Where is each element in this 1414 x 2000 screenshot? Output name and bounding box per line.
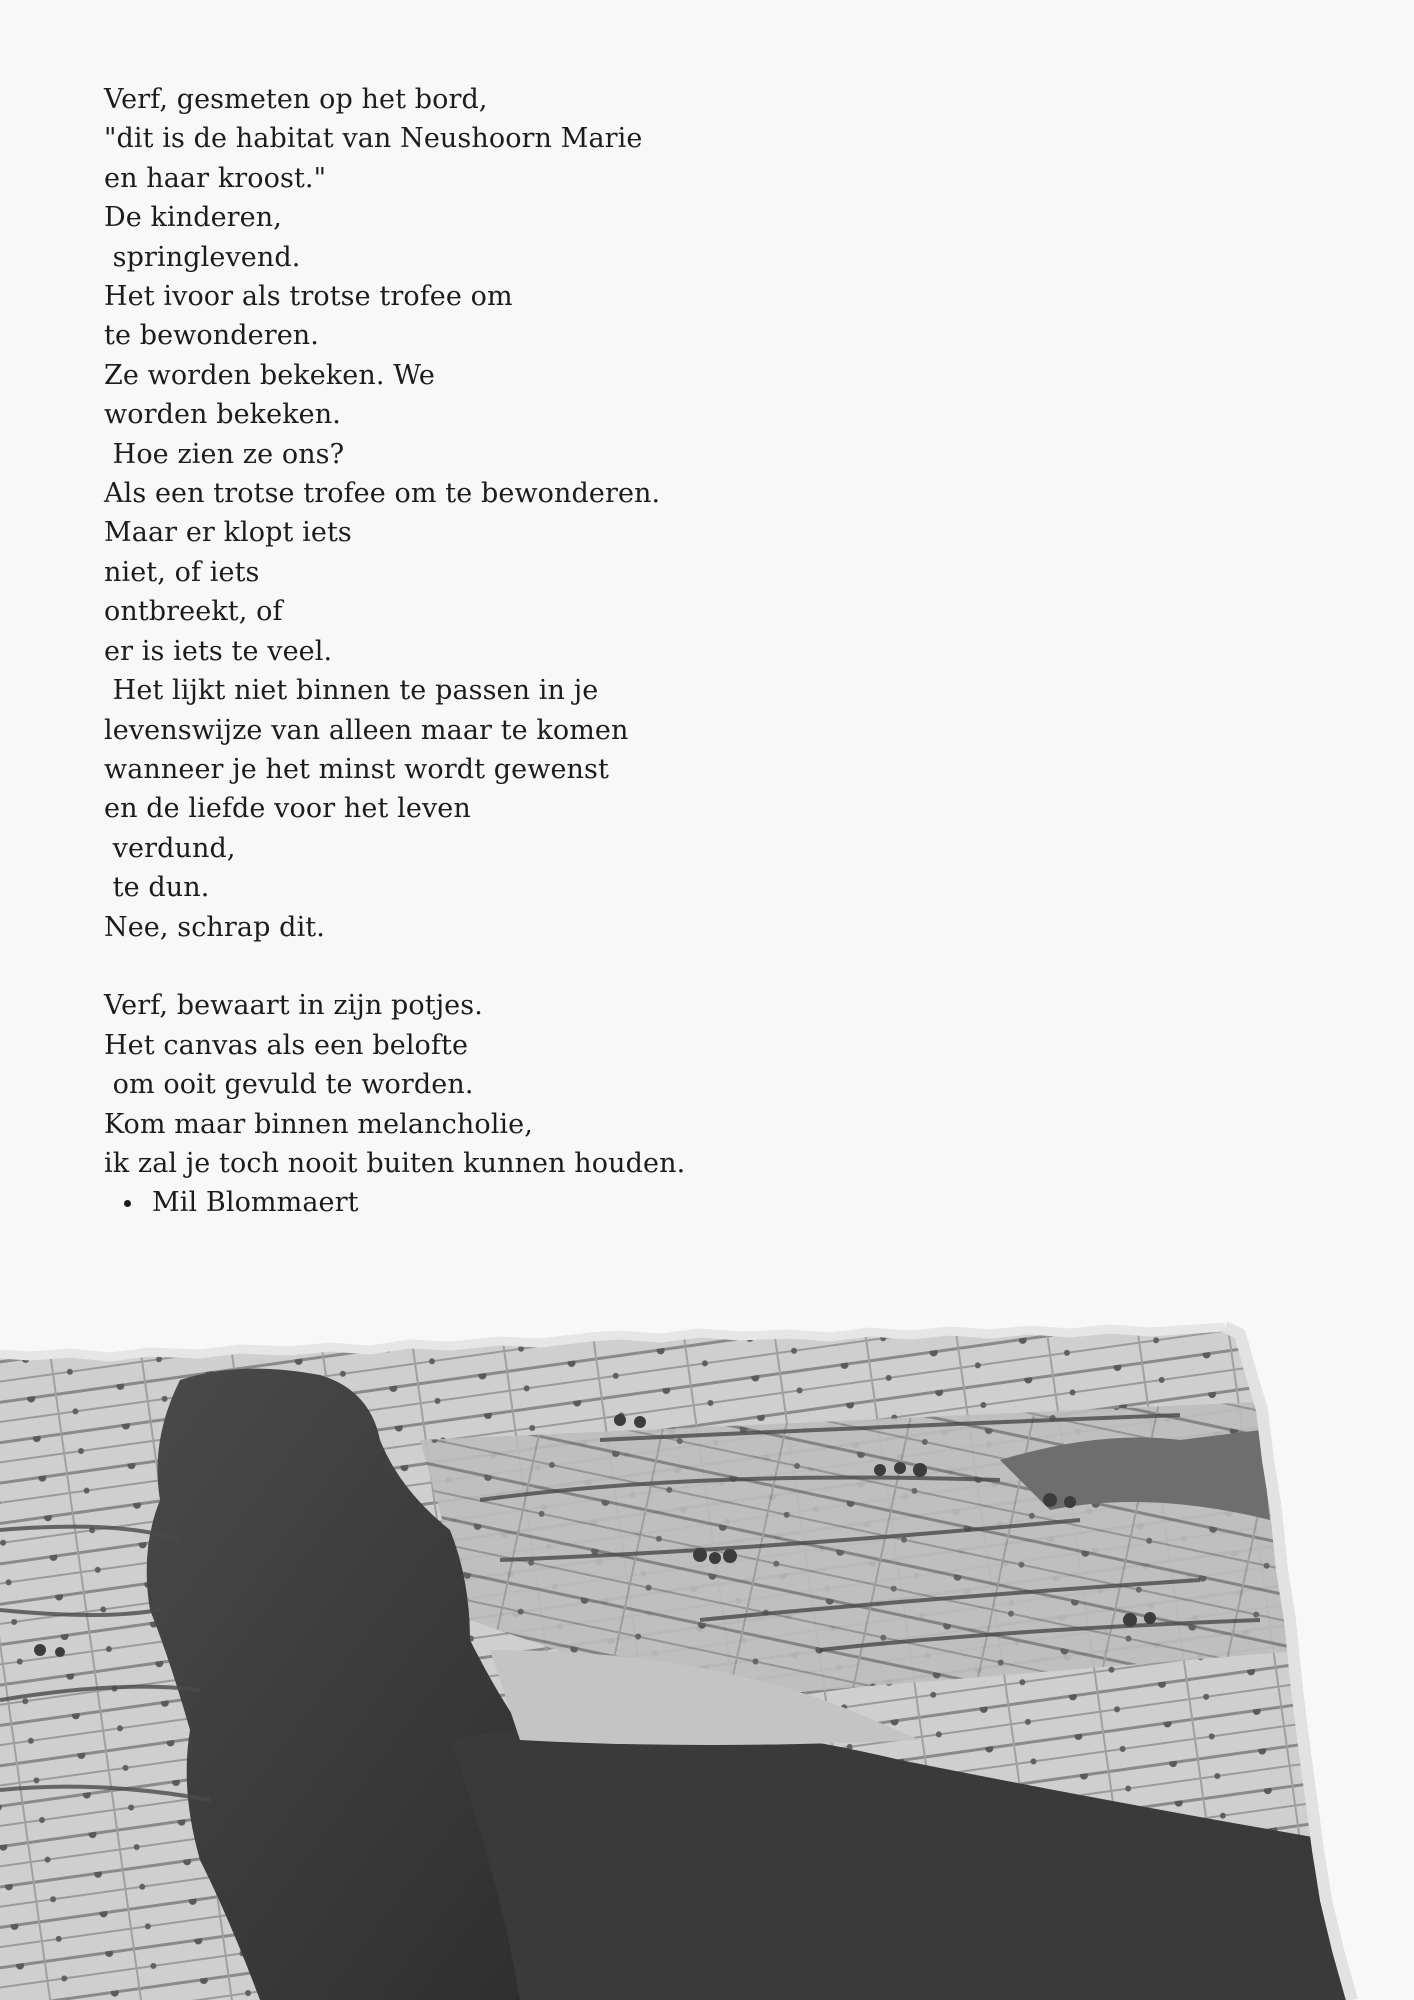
poem-line: verdund,: [104, 832, 236, 864]
poem-line: Kom maar binnen melancholie,: [104, 1108, 533, 1140]
torn-landscape-photo: [0, 1320, 1414, 2000]
poem-line: worden bekeken.: [104, 399, 341, 431]
poem-line: niet, of iets: [104, 556, 260, 588]
poem-line: Het lijkt niet binnen te passen in je: [104, 675, 599, 707]
poem-line: Verf, gesmeten op het bord,: [104, 84, 488, 115]
poem: [104, 80, 904, 1223]
poem-line: om ooit gevuld te worden.: [104, 1069, 474, 1101]
poem-line: Ze worden bekeken. We: [104, 359, 435, 391]
poem-line: Nee, schrap dit.: [104, 911, 325, 943]
poem-line: levenswijze van alleen maar te komen: [104, 714, 629, 746]
poem-line: Hoe zien ze ons?: [104, 438, 345, 470]
poem-line: en haar kroost.": [104, 162, 327, 194]
poem-author: Mil Blommaert: [104, 1183, 904, 1222]
poem-line: Als een trotse trofee om te bewonderen.: [104, 478, 661, 510]
poem-line: De kinderen,: [104, 202, 282, 234]
poem-line: "dit is de habitat van Neushoorn Marie: [104, 123, 643, 155]
poem-line: Het canvas als een belofte: [104, 1029, 469, 1061]
poem-line: wanneer je het minst wordt gewenst: [104, 753, 609, 785]
poem-line: te dun.: [104, 872, 210, 904]
poem-line: en de liefde voor het leven: [104, 793, 471, 825]
poem-line: ontbreekt, of: [104, 596, 283, 628]
poem-line: Maar er klopt iets: [104, 517, 352, 549]
poem-line: [104, 947, 904, 986]
poem-line: Het ivoor als trotse trofee om: [104, 281, 513, 313]
poem-line: er is iets te veel.: [104, 635, 333, 667]
poem-line: te bewonderen.: [104, 320, 319, 352]
poem-line: springlevend.: [104, 241, 301, 273]
poem-line: ik zal je toch nooit buiten kunnen houden.: [104, 1147, 686, 1179]
poem-line: Verf, bewaart in zijn potjes.: [104, 990, 483, 1022]
